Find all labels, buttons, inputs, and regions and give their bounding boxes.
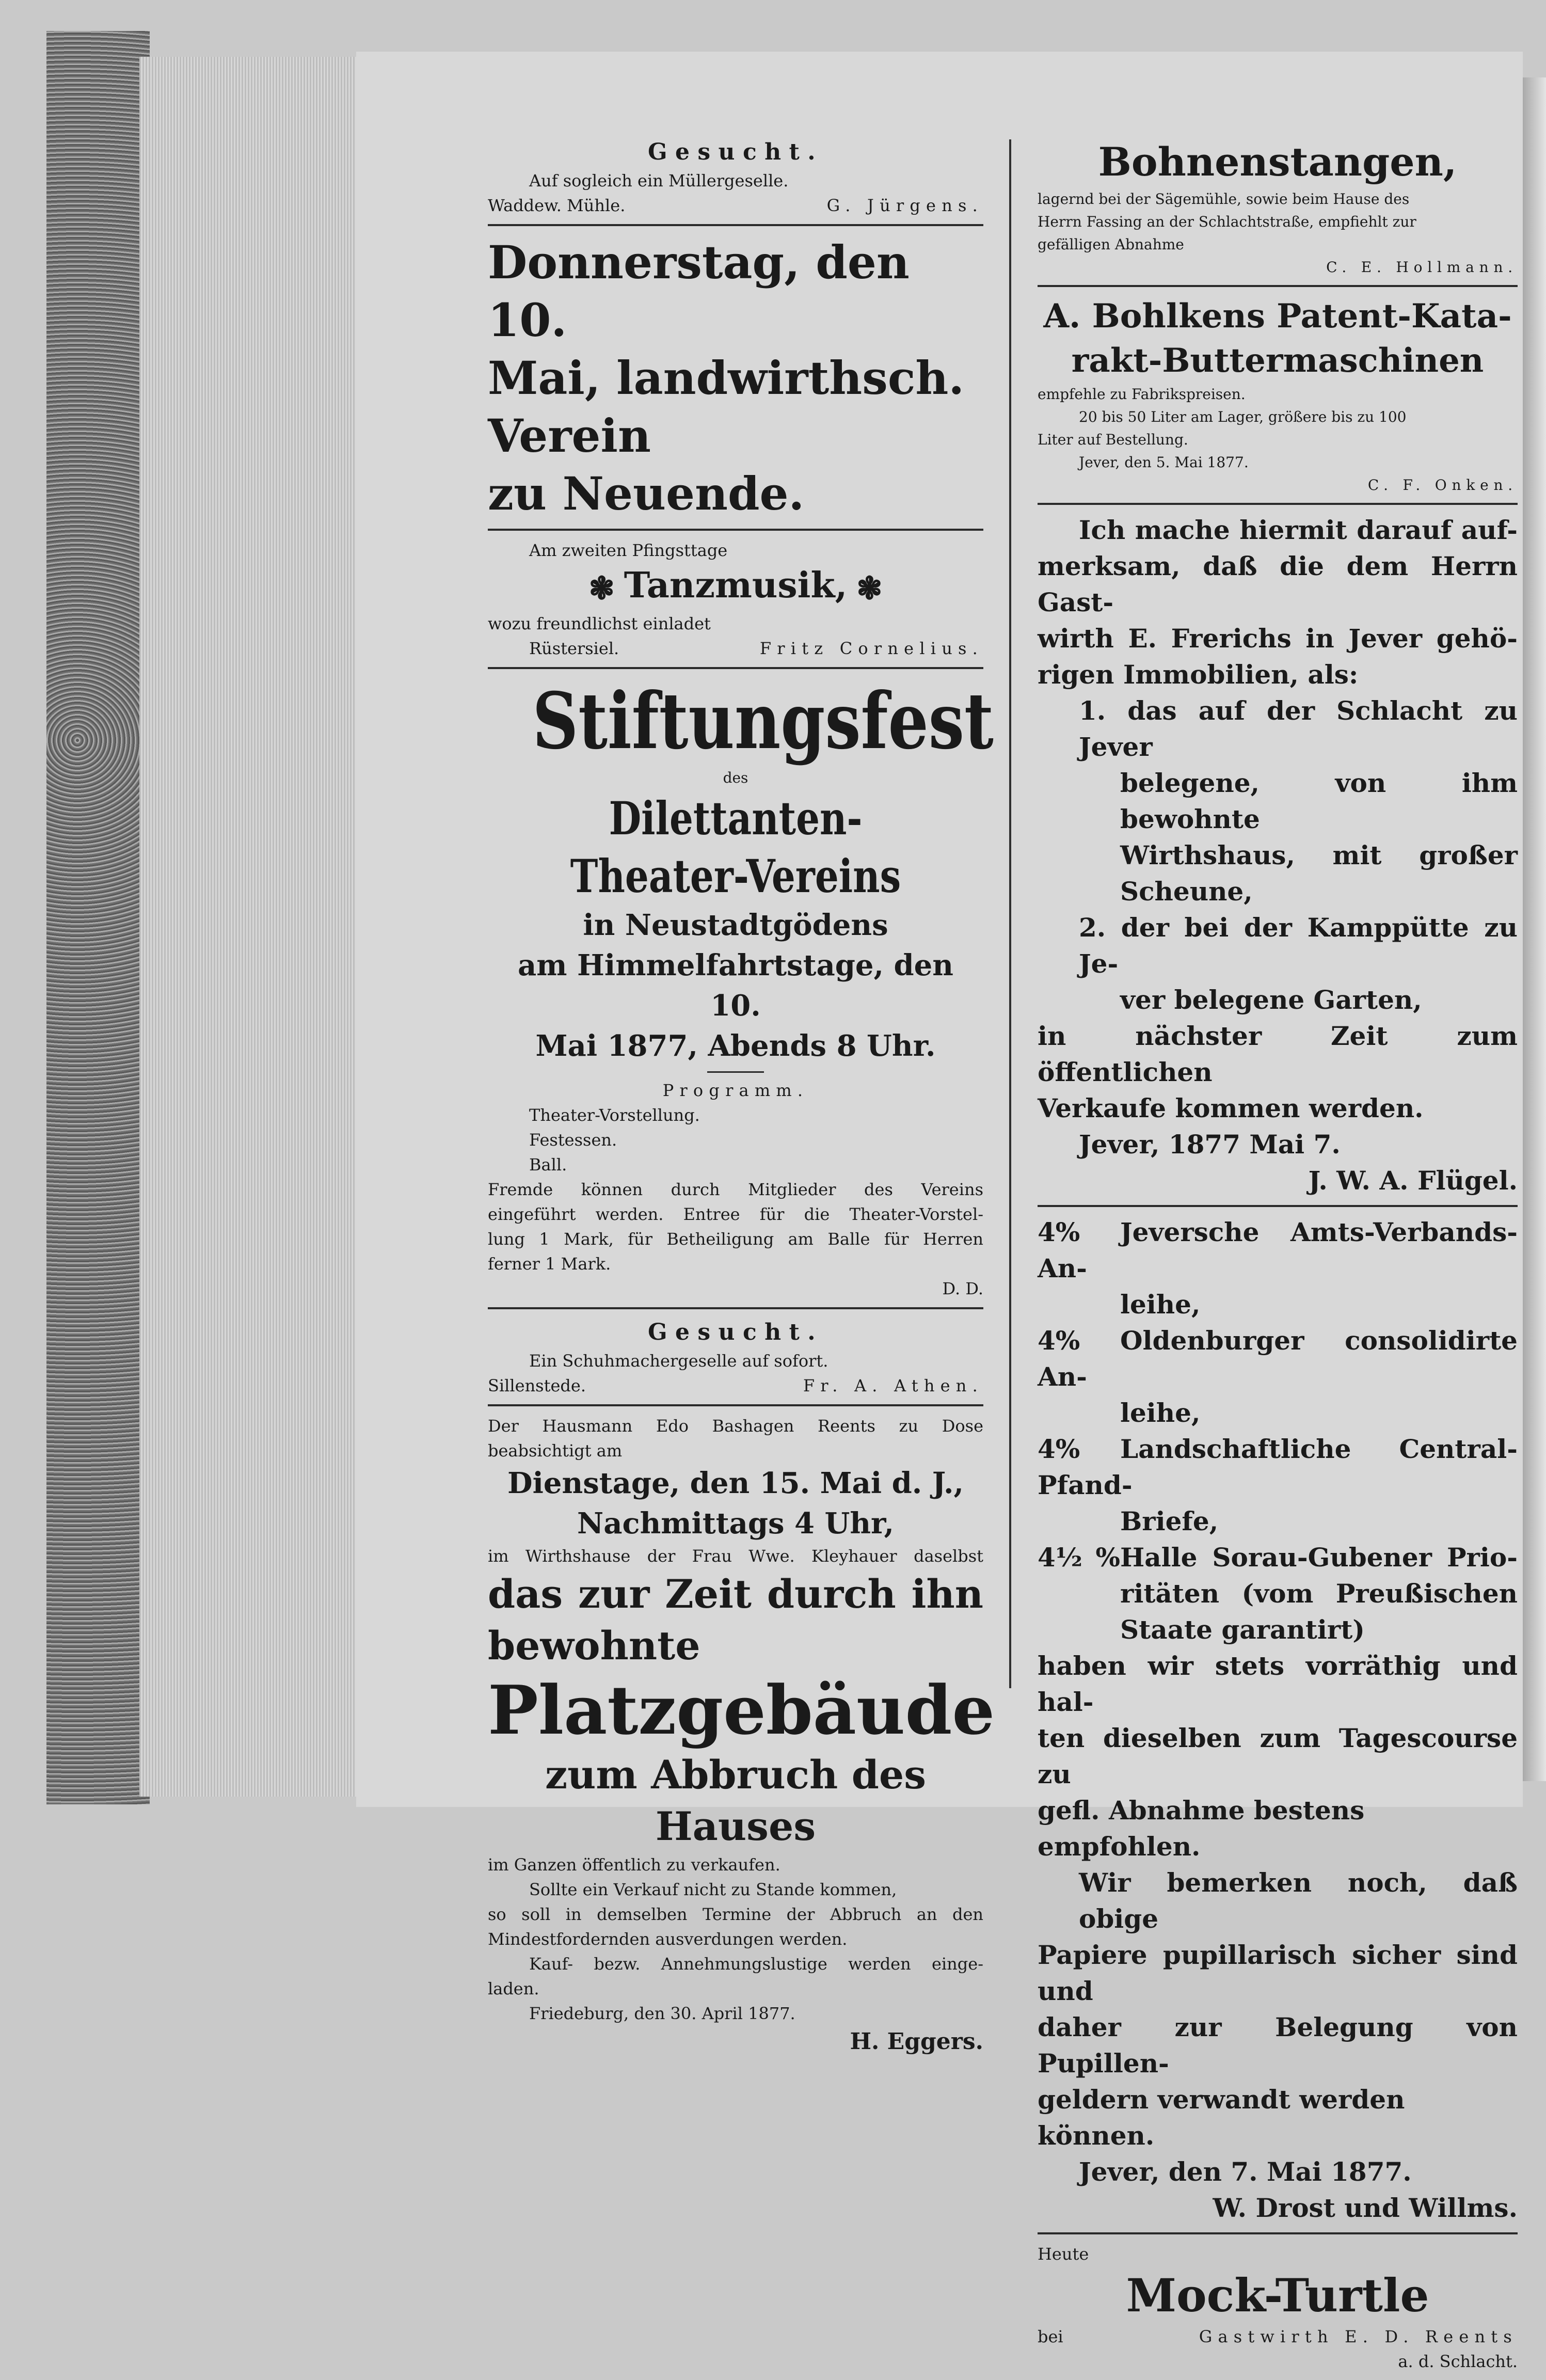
ad-mock-turtle xyxy=(1038,2234,1518,2380)
ad-text: Der Hausmann Edo Bashagen Reents zu Dose xyxy=(488,1416,983,1436)
ad-text: Fremde können durch Mitglieder des Vereins xyxy=(488,1179,983,1199)
ad-text: eingeführt werden. Entree für die Theater-Vorstel- xyxy=(488,1204,983,1224)
ad-text: ten dieselben zum Tagescourse zu xyxy=(1038,1723,1518,1789)
ad-text: rigen Immobilien, als: xyxy=(1038,659,1359,690)
ad-dateline: Jever, den 5. Mai 1877. xyxy=(1079,454,1249,471)
ad-text: im Ganzen öffentlich zu verkaufen. xyxy=(488,1854,780,1875)
ad-place: Sillenstede. xyxy=(488,1375,586,1395)
ad-text: Ein Schuhmachergeselle auf sofort. xyxy=(529,1351,828,1371)
ad-text: Liter auf Bestellung. xyxy=(1038,431,1188,448)
ad-dateline: Jever, 1877 Mai 7. xyxy=(1079,1129,1341,1160)
ad-percentage: 4% xyxy=(1038,1217,1080,1247)
column-divider xyxy=(1009,139,1011,1688)
ad-signature-line xyxy=(488,1373,983,1398)
ad-text: ritäten (vom Preußischen xyxy=(1120,1578,1518,1609)
ad-programm-item: Ball. xyxy=(529,1154,567,1175)
ad-signature: H. Eggers. xyxy=(850,2028,983,2055)
ornament-icon: ❃ xyxy=(856,570,883,607)
ad-text: so soll in demselben Termine der Abbruch an den xyxy=(488,1904,983,1924)
ad-text: ferner 1 Mark. xyxy=(488,1254,611,1274)
ad-headline: Mai, landwirthsch. Verein xyxy=(488,351,965,463)
ad-bohnenstangen xyxy=(1038,129,1518,287)
ad-programm-item: Theater-Vorstellung. xyxy=(529,1105,700,1125)
ad-list-item xyxy=(1038,1540,1518,1576)
ad-signature: D. D. xyxy=(942,1278,983,1298)
ad-text: im Wirthshause der Frau Wwe. Kleyhauer daselbst xyxy=(488,1546,983,1566)
ad-programm-heading: Programm. xyxy=(662,1080,809,1100)
ad-headline: zu Neuende. xyxy=(488,467,805,520)
ad-list-item xyxy=(1038,1323,1518,1395)
ad-signature: W. Drost und Willms. xyxy=(1213,2193,1518,2223)
ad-headline: zum Abbruch des Hauses xyxy=(545,1751,927,1849)
ad-title: Tanzmusik, xyxy=(624,565,848,606)
ornament-icon: ❃ xyxy=(588,570,615,607)
ad-subtitle-text: Dilettanten-Theater-Vereins xyxy=(570,791,901,903)
ad-text: leihe, xyxy=(1120,1289,1201,1320)
ad-text: Verkaufe kommen werden. xyxy=(1038,1093,1424,1123)
ad-signature-line xyxy=(488,636,983,661)
ad-programm-item: Festessen. xyxy=(529,1130,617,1150)
ad-text: Papiere pupillarisch sicher sind und xyxy=(1038,1940,1518,2006)
ad-platzgebaeude xyxy=(488,1406,995,2064)
ad-list-item: Wirthshaus, mit großer xyxy=(1120,840,1518,870)
ad-text: lung 1 Mark, für Betheiligung am Balle für Herren xyxy=(488,1229,983,1249)
ad-title: Mock-Turtle xyxy=(1126,2268,1429,2322)
ad-text: wozu freundlichst einladet xyxy=(488,613,711,633)
ad-percentage: 4% xyxy=(1038,1325,1080,1356)
ad-text: merksam, daß die dem Herrn Gast- xyxy=(1038,551,1518,617)
right-column xyxy=(1038,129,1518,2380)
next-page-edge xyxy=(1523,77,1546,1781)
ad-buttermaschinen xyxy=(1038,287,1518,505)
ad-text: Halle Sorau-Gubener Prio- xyxy=(1120,1542,1518,1573)
ad-text: Jeversche Amts-Verbands-An- xyxy=(1038,1217,1518,1283)
ad-title: Bohnenstangen, xyxy=(1098,139,1457,185)
ad-tanzmusik xyxy=(488,531,983,669)
left-column xyxy=(488,129,995,2064)
ad-place: Waddew. Mühle. xyxy=(488,196,626,215)
ad-signature: G. Jürgens. xyxy=(826,196,983,215)
ad-signature: Fritz Cornelius. xyxy=(759,638,983,658)
ad-text: Mindestfordernden ausverdungen werden. xyxy=(488,1929,848,1949)
ad-signature: J. W. A. Flügel. xyxy=(1308,1165,1518,1196)
ad-place: in Neustadtgödens xyxy=(583,908,888,942)
ad-stiftungsfest xyxy=(488,669,994,1309)
ad-place: Rüstersiel. xyxy=(529,638,619,658)
ad-gesucht-schuhmacher xyxy=(488,1309,983,1406)
ad-signature-line xyxy=(1038,2324,1518,2349)
ad-anleihe xyxy=(1038,1207,1518,2234)
divider xyxy=(707,1071,764,1073)
ad-signature: Fr. A. Athen. xyxy=(803,1375,983,1395)
ad-text: haben wir stets vorräthig und hal- xyxy=(1038,1651,1518,1717)
ad-text: Auf sogleich ein Müllergeselle. xyxy=(529,171,789,191)
ad-text: leihe, xyxy=(1120,1398,1201,1428)
ad-subtitle xyxy=(488,789,983,905)
ad-text: Wir bemerken noch, daß obige xyxy=(1079,1867,1518,1934)
ad-text: geldern verwandt werden können. xyxy=(1038,2084,1405,2151)
ad-headline: bewohnte xyxy=(488,1622,700,1669)
ad-place: a. d. Schlacht. xyxy=(1398,2352,1518,2371)
ad-title: Gesucht. xyxy=(648,1319,823,1345)
ad-signature: Gastwirth E. D. Reents xyxy=(1199,2327,1518,2346)
ad-date: Dienstage, den 15. Mai d. J., xyxy=(507,1466,964,1500)
ad-text: gefl. Abnahme bestens empfohlen. xyxy=(1038,1795,1365,1862)
ad-signature-line xyxy=(488,193,983,218)
ad-text: empfehle zu Fabrikspreisen. xyxy=(1038,386,1246,403)
ad-text: lagernd bei der Sägemühle, sowie beim Hause des xyxy=(1038,191,1410,208)
ad-headline: Donnerstag, den 10. xyxy=(488,235,910,347)
ad-title: Platzgebäude xyxy=(488,1670,995,1750)
ad-donnerstag xyxy=(488,226,983,531)
ad-text: Briefe, xyxy=(1120,1506,1219,1536)
ad-text: Landschaftliche Central-Pfand- xyxy=(1038,1434,1518,1500)
ad-title xyxy=(488,675,994,767)
ad-text: 20 bis 50 Liter am Lager, größere bis zu 100 xyxy=(1079,408,1407,425)
ad-title-text: Stiftungsfest xyxy=(532,675,994,767)
ad-list-item: 1. das auf der Schlacht zu Jever xyxy=(1079,695,1518,762)
ad-list-item xyxy=(1038,1214,1518,1287)
ad-text: in nächster Zeit zum öffentlichen xyxy=(1038,1021,1518,1087)
ad-date: Mai 1877, Abends 8 Uhr. xyxy=(535,1028,936,1063)
page-edges xyxy=(139,57,358,1797)
ad-text: Herrn Fassing an der Schlachtstraße, empfiehlt zur xyxy=(1038,213,1416,230)
ad-text: wirth E. Frerichs in Jever gehö- xyxy=(1038,623,1518,654)
ad-text: beabsichtigt am xyxy=(488,1440,623,1461)
ad-text: Oldenburger consolidirte An- xyxy=(1038,1325,1518,1392)
ad-dateline: Jever, den 7. Mai 1877. xyxy=(1079,2156,1412,2187)
ad-text: Heute xyxy=(1038,2244,1089,2264)
ad-text: Ich mache hiermit darauf auf- xyxy=(1079,515,1518,545)
ad-list-item: belegene, von ihm bewohnte xyxy=(1120,768,1518,834)
ad-signature: C. F. Onken. xyxy=(1367,477,1518,494)
ad-text: Sollte ein Verkauf nicht zu Stande kommen, xyxy=(529,1879,897,1899)
book-cover-edge xyxy=(46,31,150,1804)
ad-text: gefälligen Abnahme xyxy=(1038,236,1184,253)
ad-text: des xyxy=(723,769,748,786)
ad-date: am Himmelfahrtstage, den 10. xyxy=(517,948,954,1023)
ad-gesucht-muellergeselle xyxy=(488,129,983,226)
ad-text: Staate garantirt) xyxy=(1120,1614,1365,1645)
ad-signature: C. E. Hollmann. xyxy=(1326,259,1518,276)
ad-title: rakt-Buttermaschinen xyxy=(1071,341,1484,380)
ad-headline: das zur Zeit durch ihn xyxy=(488,1570,983,1617)
ad-text: Am zweiten Pfingsttage xyxy=(529,541,728,560)
ad-list-item: Scheune, xyxy=(1120,876,1253,907)
ad-title: Gesucht. xyxy=(648,139,823,165)
ad-immobilien xyxy=(1038,505,1518,1207)
ad-title: A. Bohlkens Patent-Kata- xyxy=(1043,297,1512,336)
ad-title-line xyxy=(488,563,983,611)
ad-text: bei xyxy=(1038,2327,1063,2346)
ad-text: daher zur Belegung von Pupillen- xyxy=(1038,2012,1518,2078)
ad-text: Kauf- bezw. Annehmungslustige werden einge- xyxy=(529,1954,983,1974)
ad-percentage: 4% xyxy=(1038,1434,1080,1464)
ad-list-item: ver belegene Garten, xyxy=(1120,985,1422,1015)
ad-list-item: 2. der bei der Kamppütte zu Je- xyxy=(1079,912,1518,979)
ad-percentage: 4½ % xyxy=(1038,1542,1120,1573)
ad-dateline: Friedeburg, den 30. April 1877. xyxy=(529,2003,795,2023)
ad-text: laden. xyxy=(488,1978,539,1998)
ad-date: Nachmittags 4 Uhr, xyxy=(577,1506,894,1541)
ad-list-item xyxy=(1038,1431,1518,1503)
